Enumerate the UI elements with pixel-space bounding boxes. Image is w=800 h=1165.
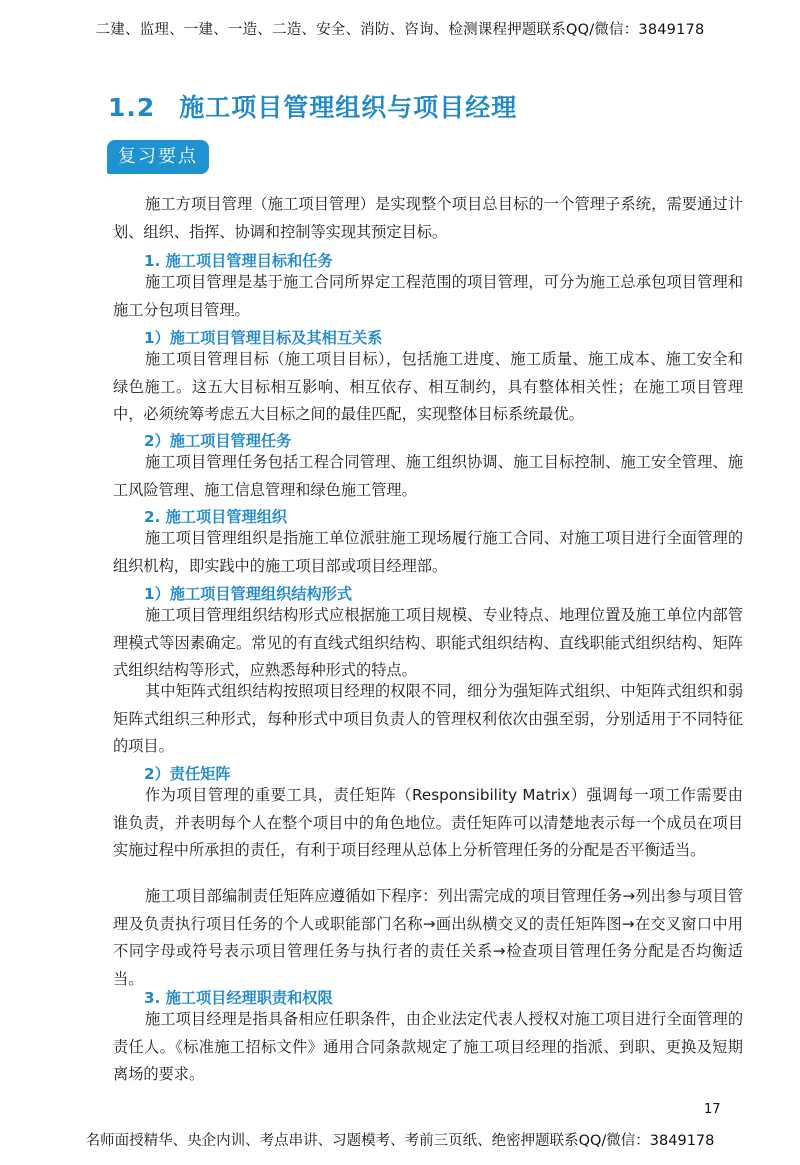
paragraph-10: 施工项目经理是指具备相应任职条件，由企业法定代表人授权对施工项目进行全面管理的责任人。《标准施工招标文件》通用合同条款规定了施工项目经理的指派、到职、更换及短期离场的要求。: [113, 1010, 743, 1083]
section-title: 施工项目管理组织与项目经理: [179, 93, 518, 122]
paragraph-9: 施工项目部编制责任矩阵应遵循如下程序：列出需完成的项目管理任务→列出参与项目管理及负责执行项目任务的个人或职能部门名称→画出纵横交叉的责任矩阵图→在交叉窗口中用不同字母或符号表示项目管理任务与执行者的责任关系→检查项目管理任务分配是否均衡适当。: [113, 887, 743, 988]
heading-1-2: 2）施工项目管理任务: [144, 432, 292, 450]
paragraph-8: 作为项目管理的重要工具，责任矩阵（Responsibility Matrix）强调每一项工作需要由谁负责，并表明每个人在整个项目中的角色地位。责任矩阵可以清楚地表示每一个成员在项目实施过程中所承担的责任，有利于项目经理从总体上分析管理任务的分配是否平衡适当。: [113, 786, 743, 859]
header-promo-text: 二建、监理、一建、一造、二造、安全、消防、咨询、检测课程押题联系QQ/微信：3849178: [95, 22, 705, 38]
heading-2-1: 1）施工项目管理组织结构形式: [144, 585, 353, 603]
paragraph-intro: 施工方项目管理（施工项目管理）是实现整个项目总目标的一个管理子系统，需要通过计划、组织、指挥、协调和控制等实现其预定目标。: [113, 195, 743, 241]
paragraph-3: 施工项目管理目标（施工项目目标），包括施工进度、施工质量、施工成本、施工安全和绿色施工。这五大目标相互影响、相互依存、相互制约，具有整体相关性；在施工项目管理中，必须统筹考虑五大目标之间的最佳匹配，实现整体目标系统最优。: [113, 350, 743, 423]
paragraph-6: 施工项目管理组织结构形式应根据施工项目规模、专业特点、地理位置及施工单位内部管理模式等因素确定。常见的有直线式组织结构、职能式组织结构、直线职能式组织结构、矩阵式组织结构等形式，应熟悉每种形式的特点。: [113, 606, 743, 679]
heading-1: 1. 施工项目管理目标和任务: [144, 252, 333, 270]
heading-1-1: 1）施工项目管理目标及其相互关系: [144, 329, 383, 347]
heading-3: 3. 施工项目经理职责和权限: [144, 989, 333, 1007]
review-points-badge: 复习要点: [107, 140, 209, 174]
paragraph-7: 其中矩阵式组织结构按照项目经理的权限不同，细分为强矩阵式组织、中矩阵式组织和弱矩阵式组织三种形式，每种形式中项目负责人的管理权利依次由强至弱，分别适用于不同特征的项目。: [113, 682, 743, 755]
heading-2: 2. 施工项目管理组织: [144, 508, 288, 526]
footer-promo-text: 名师面授精华、央企内训、考点串讲、习题模考、考前三页纸、绝密押题联系QQ/微信：3849178: [85, 1133, 715, 1149]
section-heading: [108, 88, 517, 124]
paragraph-2: 施工项目管理是基于施工合同所界定工程范围的项目管理，可分为施工总承包项目管理和施工分包项目管理。: [113, 273, 743, 319]
paragraph-5: 施工项目管理组织是指施工单位派驻施工现场履行施工合同、对施工项目进行全面管理的组织机构，即实践中的施工项目部或项目经理部。: [113, 529, 743, 575]
page-number: 17: [704, 1102, 721, 1117]
heading-2-2: 2）责任矩阵: [144, 765, 231, 783]
paragraph-4: 施工项目管理任务包括工程合同管理、施工组织协调、施工目标控制、施工安全管理、施工风险管理、施工信息管理和绿色施工管理。: [113, 453, 743, 499]
section-number: 1.2: [108, 93, 156, 122]
